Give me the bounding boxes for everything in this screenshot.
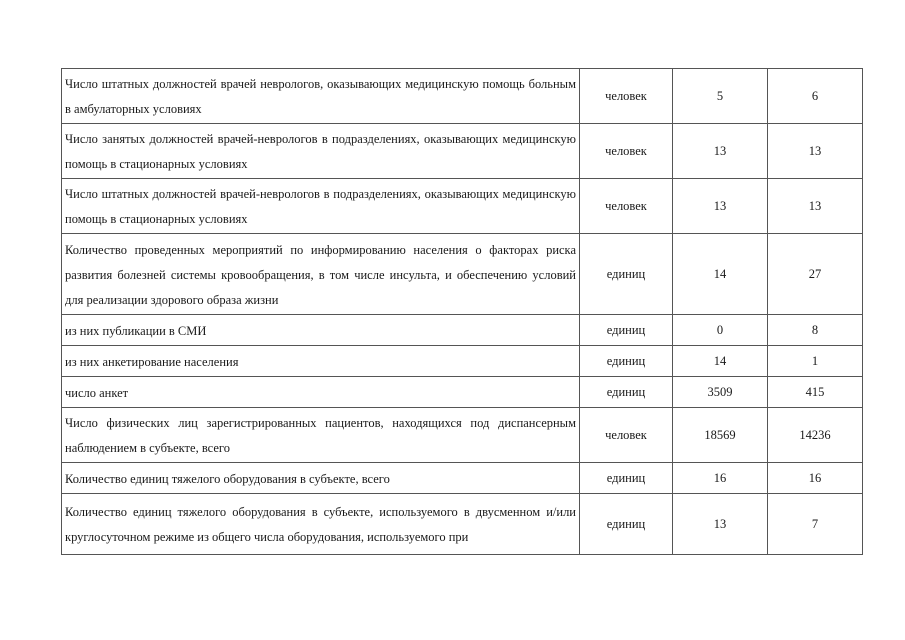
value-cell-1: 13 — [673, 124, 768, 179]
unit-cell: человек — [580, 179, 673, 234]
table-row — [62, 315, 863, 346]
value-cell-2: 1 — [768, 346, 863, 377]
table-row — [62, 234, 863, 315]
indicator-description: из них анкетирование населения — [62, 346, 580, 377]
value-cell-1: 13 — [673, 179, 768, 234]
indicator-description: из них публикации в СМИ — [62, 315, 580, 346]
table-row — [62, 463, 863, 494]
value-cell-2: 7 — [768, 494, 863, 555]
table-row — [62, 124, 863, 179]
indicator-description: Количество проведенных мероприятий по информированию населения о факторах риска развития болезней системы кровообращения, в том числе инсульта, и обеспечению условий для реализации здорового образа жизни — [62, 234, 580, 315]
table-row — [62, 494, 863, 555]
value-cell-1: 13 — [673, 494, 768, 555]
indicators-table — [61, 68, 863, 555]
unit-cell: человек — [580, 124, 673, 179]
table-row — [62, 408, 863, 463]
indicator-description: Количество единиц тяжелого оборудования в субъекте, всего — [62, 463, 580, 494]
unit-cell: человек — [580, 69, 673, 124]
value-cell-2: 16 — [768, 463, 863, 494]
value-cell-2: 6 — [768, 69, 863, 124]
unit-cell: единиц — [580, 494, 673, 555]
value-cell-2: 13 — [768, 124, 863, 179]
unit-cell: единиц — [580, 463, 673, 494]
value-cell-1: 5 — [673, 69, 768, 124]
value-cell-1: 3509 — [673, 377, 768, 408]
unit-cell: единиц — [580, 346, 673, 377]
value-cell-2: 27 — [768, 234, 863, 315]
value-cell-2: 13 — [768, 179, 863, 234]
value-cell-2: 8 — [768, 315, 863, 346]
value-cell-1: 16 — [673, 463, 768, 494]
table-row — [62, 179, 863, 234]
indicator-description: число анкет — [62, 377, 580, 408]
unit-cell: единиц — [580, 377, 673, 408]
indicator-description: Число физических лиц зарегистрированных пациентов, находящихся под диспансерным наблюдением в субъекте, всего — [62, 408, 580, 463]
table-row — [62, 346, 863, 377]
table-row — [62, 69, 863, 124]
value-cell-2: 415 — [768, 377, 863, 408]
indicator-description: Число занятых должностей врачей-неврологов в подразделениях, оказывающих медицинскую помощь в стационарных условиях — [62, 124, 580, 179]
unit-cell: единиц — [580, 234, 673, 315]
value-cell-1: 0 — [673, 315, 768, 346]
unit-cell: человек — [580, 408, 673, 463]
indicator-description: Число штатных должностей врачей-неврологов в подразделениях, оказывающих медицинскую помощь в стационарных условиях — [62, 179, 580, 234]
indicator-description: Число штатных должностей врачей неврологов, оказывающих медицинскую помощь больным в амбулаторных условиях — [62, 69, 580, 124]
unit-cell: единиц — [580, 315, 673, 346]
indicator-description: Количество единиц тяжелого оборудования в субъекте, используемого в двусменном и/или круглосуточном режиме из общего числа оборудования, используемого при — [62, 494, 580, 555]
value-cell-1: 14 — [673, 234, 768, 315]
value-cell-1: 18569 — [673, 408, 768, 463]
table-row — [62, 377, 863, 408]
value-cell-2: 14236 — [768, 408, 863, 463]
value-cell-1: 14 — [673, 346, 768, 377]
